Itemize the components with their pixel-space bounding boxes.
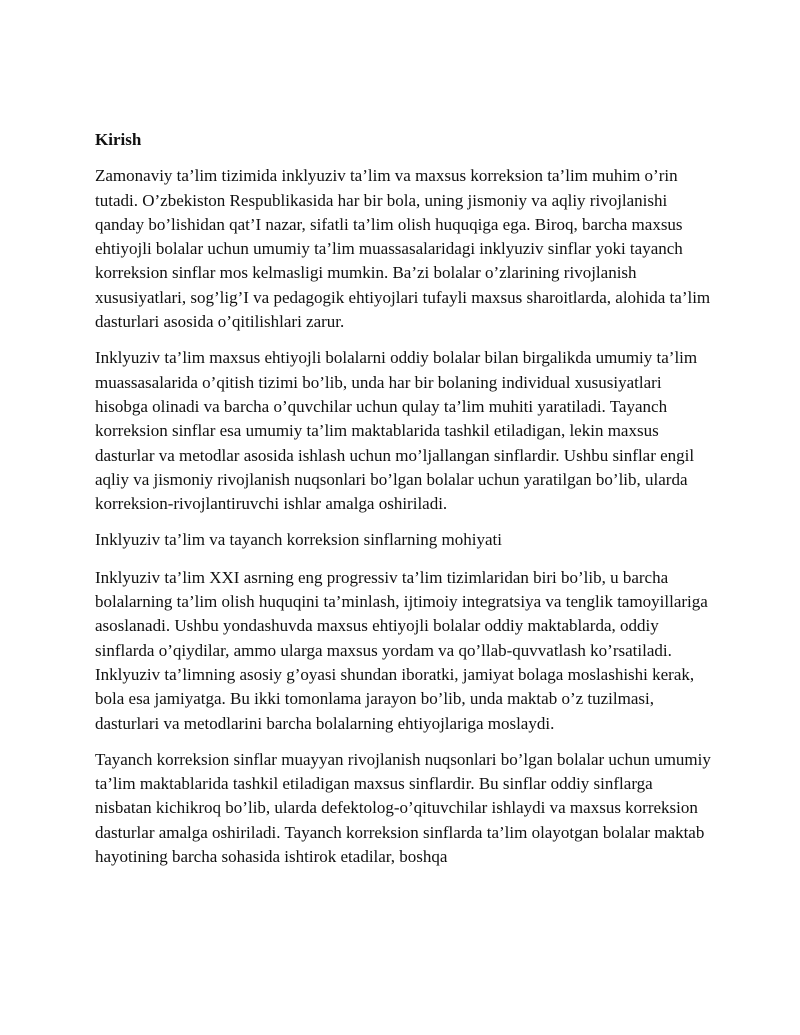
paragraph: Inklyuziv ta’lim maxsus ehtiyojli bolalarni oddiy bolalar bilan birgalikda umumiy ta’lim muassasalarida o’qitish tizimi bo’lib, unda har bir bolaning individual xususiyatlari hisobga olinadi va barcha o’quvchilar uchun qulay ta’lim muhiti yaratiladi. Tayanch korreksion sinflar esa umumiy ta’lim maktablarida tashkil etiladigan, lekin maxsus dasturlar va metodlar asosida ishlash uchun mo’ljallangan sinflardir. Ushbu sinflar engil aqliy va jismoniy rivojlanish nuqsonlari bo’lgan bolalar uchun yaratilgan bo’lib, ularda korreksion-rivojlantiruvchi ishlar amalga oshiriladi.: [95, 348, 698, 514]
document-body: [95, 128, 713, 881]
paragraph: Zamonaviy ta’lim tizimida inklyuziv ta’lim va maxsus korreksion ta’lim muhim o’rin tutadi. O’zbekiston Respublikasida har bir bola, uning jismoniy va aqliy rivojlanishi qanday bo’lishidan qat’I nazar, sifatli ta’lim olish huquqiga ega. Biroq, barcha maxsus ehtiyojli bolalar uchun umumiy ta’lim muassasalaridagi inklyuziv sinflar yoki tayanch korreksion sinflar mos kelmasligi mumkin. Ba’zi bolalar o’zlarining rivojlanish xususiyatlari, sog’lig’I va pedagogik ehtiyojlari tufayli maxsus sharoitlarda, alohida ta’lim dasturlari asosida o’qitilishlari zarur.: [95, 166, 711, 332]
section-heading: Inklyuziv ta’lim va tayanch korreksion sinflarning mohiyati: [95, 530, 502, 550]
section-heading-intro: Kirish: [95, 130, 142, 149]
paragraph: Inklyuziv ta’lim XXI asrning eng progressiv ta’lim tizimlaridan biri bo’lib, u barcha bolalarning ta’lim olish huquqini ta’minlash, ijtimoiy integratsiya va tenglik tamoyillariga asoslanadi. Ushbu yondashuvda maxsus ehtiyojli bolalar oddiy maktablarda, oddiy sinflarda o’qiydilar, ammo ularga maxsus yordam va qo’llab-quvvatlash ko’rsatiladi. Inklyuziv ta’limning asosiy g’oyasi shundan iboratki, jamiyat bolaga moslashishi kerak, bola esa jamiyatga. Bu ikki tomonlama jarayon bo’lib, unda maktab o’z tuzilmasi, dasturlari va metodlarini barcha bolalarning ehtiyojlariga moslaydi.: [95, 567, 708, 733]
paragraph: Tayanch korreksion sinflar muayyan rivojlanish nuqsonlari bo’lgan bolalar uchun umumiy ta’lim maktablarida tashkil etiladigan maxsus sinflardir. Bu sinflar oddiy sinflarga nisbatan kichikroq bo’lib, ularda defektolog-o’qituvchilar ishlaydi va maxsus korreksion dasturlar amalga oshiriladi. Tayanch korreksion sinflarda ta’lim olayotgan bolalar maktab hayotining barcha sohasida ishtirok etadilar, boshqa: [95, 749, 711, 867]
